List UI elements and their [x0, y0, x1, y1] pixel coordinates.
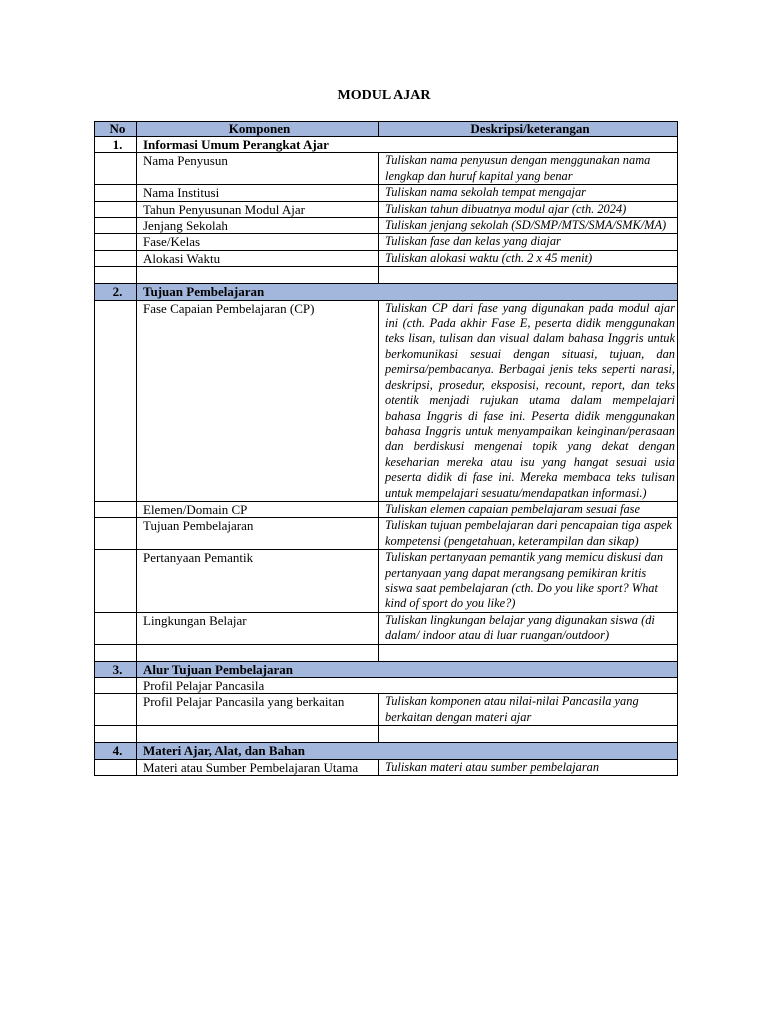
section-number: 2. — [95, 284, 137, 300]
table-row — [95, 518, 678, 550]
deskripsi-cell: Tuliskan CP dari fase yang digunakan pada modul ajar ini (cth. Pada akhir Fase E, peserta didik menggunakan teks lisan, tulisan dan visual dalam bahasa Inggris untuk berkomunikasi sesuai dengan situasi, tujuan, dan pemirsa/pembacanya. Berbagai jenis teks seperti narasi, deskripsi, prosedur, eksposisi, recount, report, dan teks otentik menjadi rujukan utama dalam mempelajari bahasa Inggris di fase ini. Peserta didik menggunakan bahasa Inggris untuk menyampaikan keinginan/perasaan dan berdiskusi mengenai topik yang dekat dengan keseharian mereka atau isu yang hangat sesuai usia peserta didik di fase ini. Mereka membaca teks tulisan untuk mempelajari sesuatu/mendapatkan informasi.) — [379, 300, 678, 501]
komponen-cell: Jenjang Sekolah — [137, 218, 379, 234]
komponen-cell: Nama Penyusun — [137, 153, 379, 185]
komponen-cell: Nama Institusi — [137, 185, 379, 201]
header-komponen: Komponen — [137, 122, 379, 137]
table-row — [95, 694, 678, 726]
komponen-cell: Pertanyaan Pemantik — [137, 550, 379, 613]
deskripsi-cell: Tuliskan nama sekolah tempat mengajar — [379, 185, 678, 201]
deskripsi-cell: Tuliskan komponen atau nilai-nilai Pancasila yang berkaitan dengan materi ajar — [379, 694, 678, 726]
table-row — [95, 250, 678, 266]
deskripsi-cell: Tuliskan nama penyusun dengan menggunakan nama lengkap dan huruf kapital yang benar — [379, 153, 678, 185]
komponen-cell: Elemen/Domain CP — [137, 501, 379, 517]
deskripsi-cell: Tuliskan jenjang sekolah (SD/SMP/MTS/SMA/SMK/MA) — [379, 218, 678, 234]
deskripsi-cell: Tuliskan tahun dibuatnya modul ajar (cth. 2024) — [379, 201, 678, 217]
deskripsi-cell: Tuliskan lingkungan belajar yang digunakan siswa (di dalam/ indoor atau di luar ruangan/outdoor) — [379, 612, 678, 644]
table-row — [95, 218, 678, 234]
header-deskripsi: Deskripsi/keterangan — [379, 122, 678, 137]
empty-row — [95, 644, 678, 661]
table-row — [95, 501, 678, 517]
komponen-cell: Profil Pelajar Pancasila — [137, 678, 678, 694]
table-row — [95, 153, 678, 185]
section-title: Materi Ajar, Alat, dan Bahan — [137, 743, 678, 759]
section-number: 4. — [95, 743, 137, 759]
komponen-cell: Materi atau Sumber Pembelajaran Utama — [137, 759, 379, 775]
deskripsi-cell: Tuliskan materi atau sumber pembelajaran — [379, 759, 678, 775]
section-row-3 — [95, 661, 678, 677]
section-row-4 — [95, 743, 678, 759]
table-row — [95, 550, 678, 613]
modul-ajar-table — [94, 121, 678, 776]
komponen-cell: Fase/Kelas — [137, 234, 379, 250]
table-row — [95, 300, 678, 501]
deskripsi-cell: Tuliskan pertanyaan pemantik yang memicu diskusi dan pertanyaan yang dapat merangsang pemikiran kritis siswa saat pembelajaran (cth. Do you like sport? What kind of sport do you like?) — [379, 550, 678, 613]
table-header-row — [95, 122, 678, 137]
deskripsi-cell: Tuliskan alokasi waktu (cth. 2 x 45 menit) — [379, 250, 678, 266]
komponen-cell: Alokasi Waktu — [137, 250, 379, 266]
table-row — [95, 678, 678, 694]
table-row — [95, 185, 678, 201]
deskripsi-cell: Tuliskan fase dan kelas yang diajar — [379, 234, 678, 250]
header-no: No — [95, 122, 137, 137]
komponen-cell: Tujuan Pembelajaran — [137, 518, 379, 550]
empty-row — [95, 726, 678, 743]
empty-row — [95, 267, 678, 284]
komponen-cell: Profil Pelajar Pancasila yang berkaitan — [137, 694, 379, 726]
section-row-1 — [95, 137, 678, 153]
table-row — [95, 612, 678, 644]
deskripsi-cell: Tuliskan elemen capaian pembelajaram sesuai fase — [379, 501, 678, 517]
page-title: MODUL AJAR — [337, 88, 431, 103]
section-title: Alur Tujuan Pembelajaran — [137, 661, 678, 677]
section-row-2 — [95, 284, 678, 300]
table-row — [95, 234, 678, 250]
komponen-cell: Fase Capaian Pembelajaran (CP) — [137, 300, 379, 501]
section-title: Tujuan Pembelajaran — [137, 284, 678, 300]
deskripsi-cell: Tuliskan tujuan pembelajaran dari pencapaian tiga aspek kompetensi (pengetahuan, keterampilan dan sikap) — [379, 518, 678, 550]
table-row — [95, 201, 678, 217]
section-number: 3. — [95, 661, 137, 677]
section-number: 1. — [95, 137, 137, 153]
komponen-cell: Lingkungan Belajar — [137, 612, 379, 644]
section-title: Informasi Umum Perangkat Ajar — [137, 137, 678, 153]
table-row — [95, 759, 678, 775]
komponen-cell: Tahun Penyusunan Modul Ajar — [137, 201, 379, 217]
